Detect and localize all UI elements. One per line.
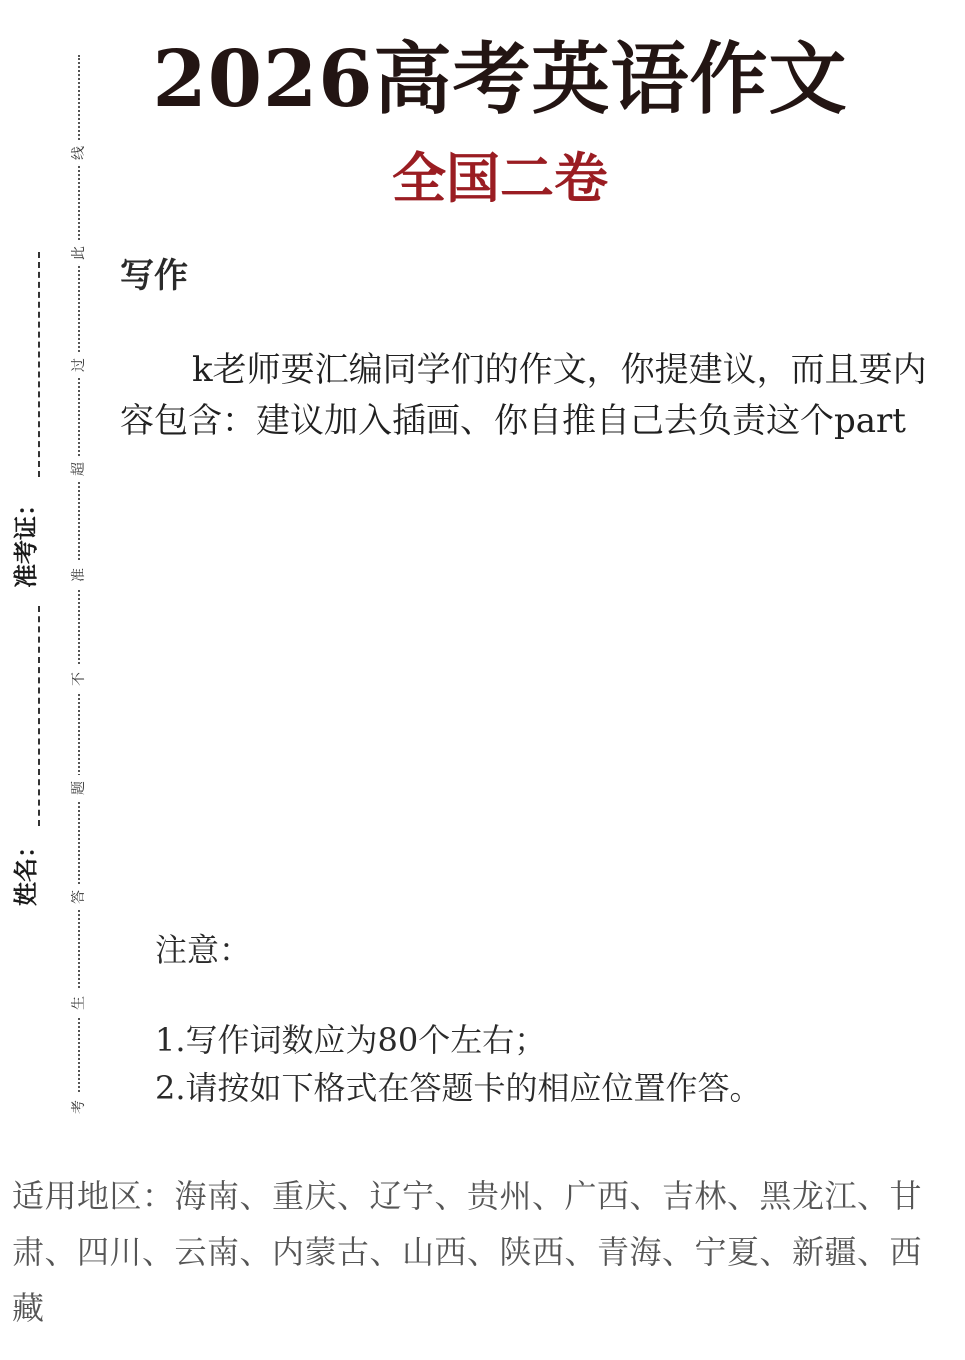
exam-id-label: 准考证： (11, 492, 40, 588)
note-item: 1.写作词数应为80个左右； (155, 1021, 547, 1059)
binding-char: 线 (66, 140, 92, 166)
page-title: 2026高考英语作文 (152, 34, 848, 125)
section-heading: 写作 (120, 256, 188, 296)
page-subtitle: 全国二卷 (392, 146, 608, 210)
binding-char: 考 (66, 1094, 92, 1120)
exam-id-field-line (38, 252, 40, 477)
binding-char: 题 (66, 775, 92, 801)
binding-char: 此 (66, 240, 92, 266)
notes-heading: 注意： (155, 931, 252, 969)
notes-list (155, 1016, 762, 1112)
name-field-line (38, 606, 40, 826)
name-label: 姓名： (11, 834, 40, 906)
binding-char: 不 (66, 666, 92, 692)
binding-char: 答 (66, 884, 92, 910)
binding-char: 生 (66, 990, 92, 1016)
binding-char: 超 (66, 456, 92, 482)
applicable-regions: 适用地区：海南、重庆、辽宁、贵州、广西、吉林、黑龙江、甘肃、四川、云南、内蒙古、山西、陕西、青海、宁夏、新疆、西藏 (12, 1177, 923, 1327)
note-item: 2.请按如下格式在答题卡的相应位置作答。 (155, 1069, 762, 1107)
binding-char: 准 (66, 562, 92, 588)
writing-prompt: k老师要汇编同学们的作文，你提建议，而且要内容包含：建议加入插画、你自推自己去负责这个part (120, 350, 927, 441)
binding-char: 过 (66, 352, 92, 378)
